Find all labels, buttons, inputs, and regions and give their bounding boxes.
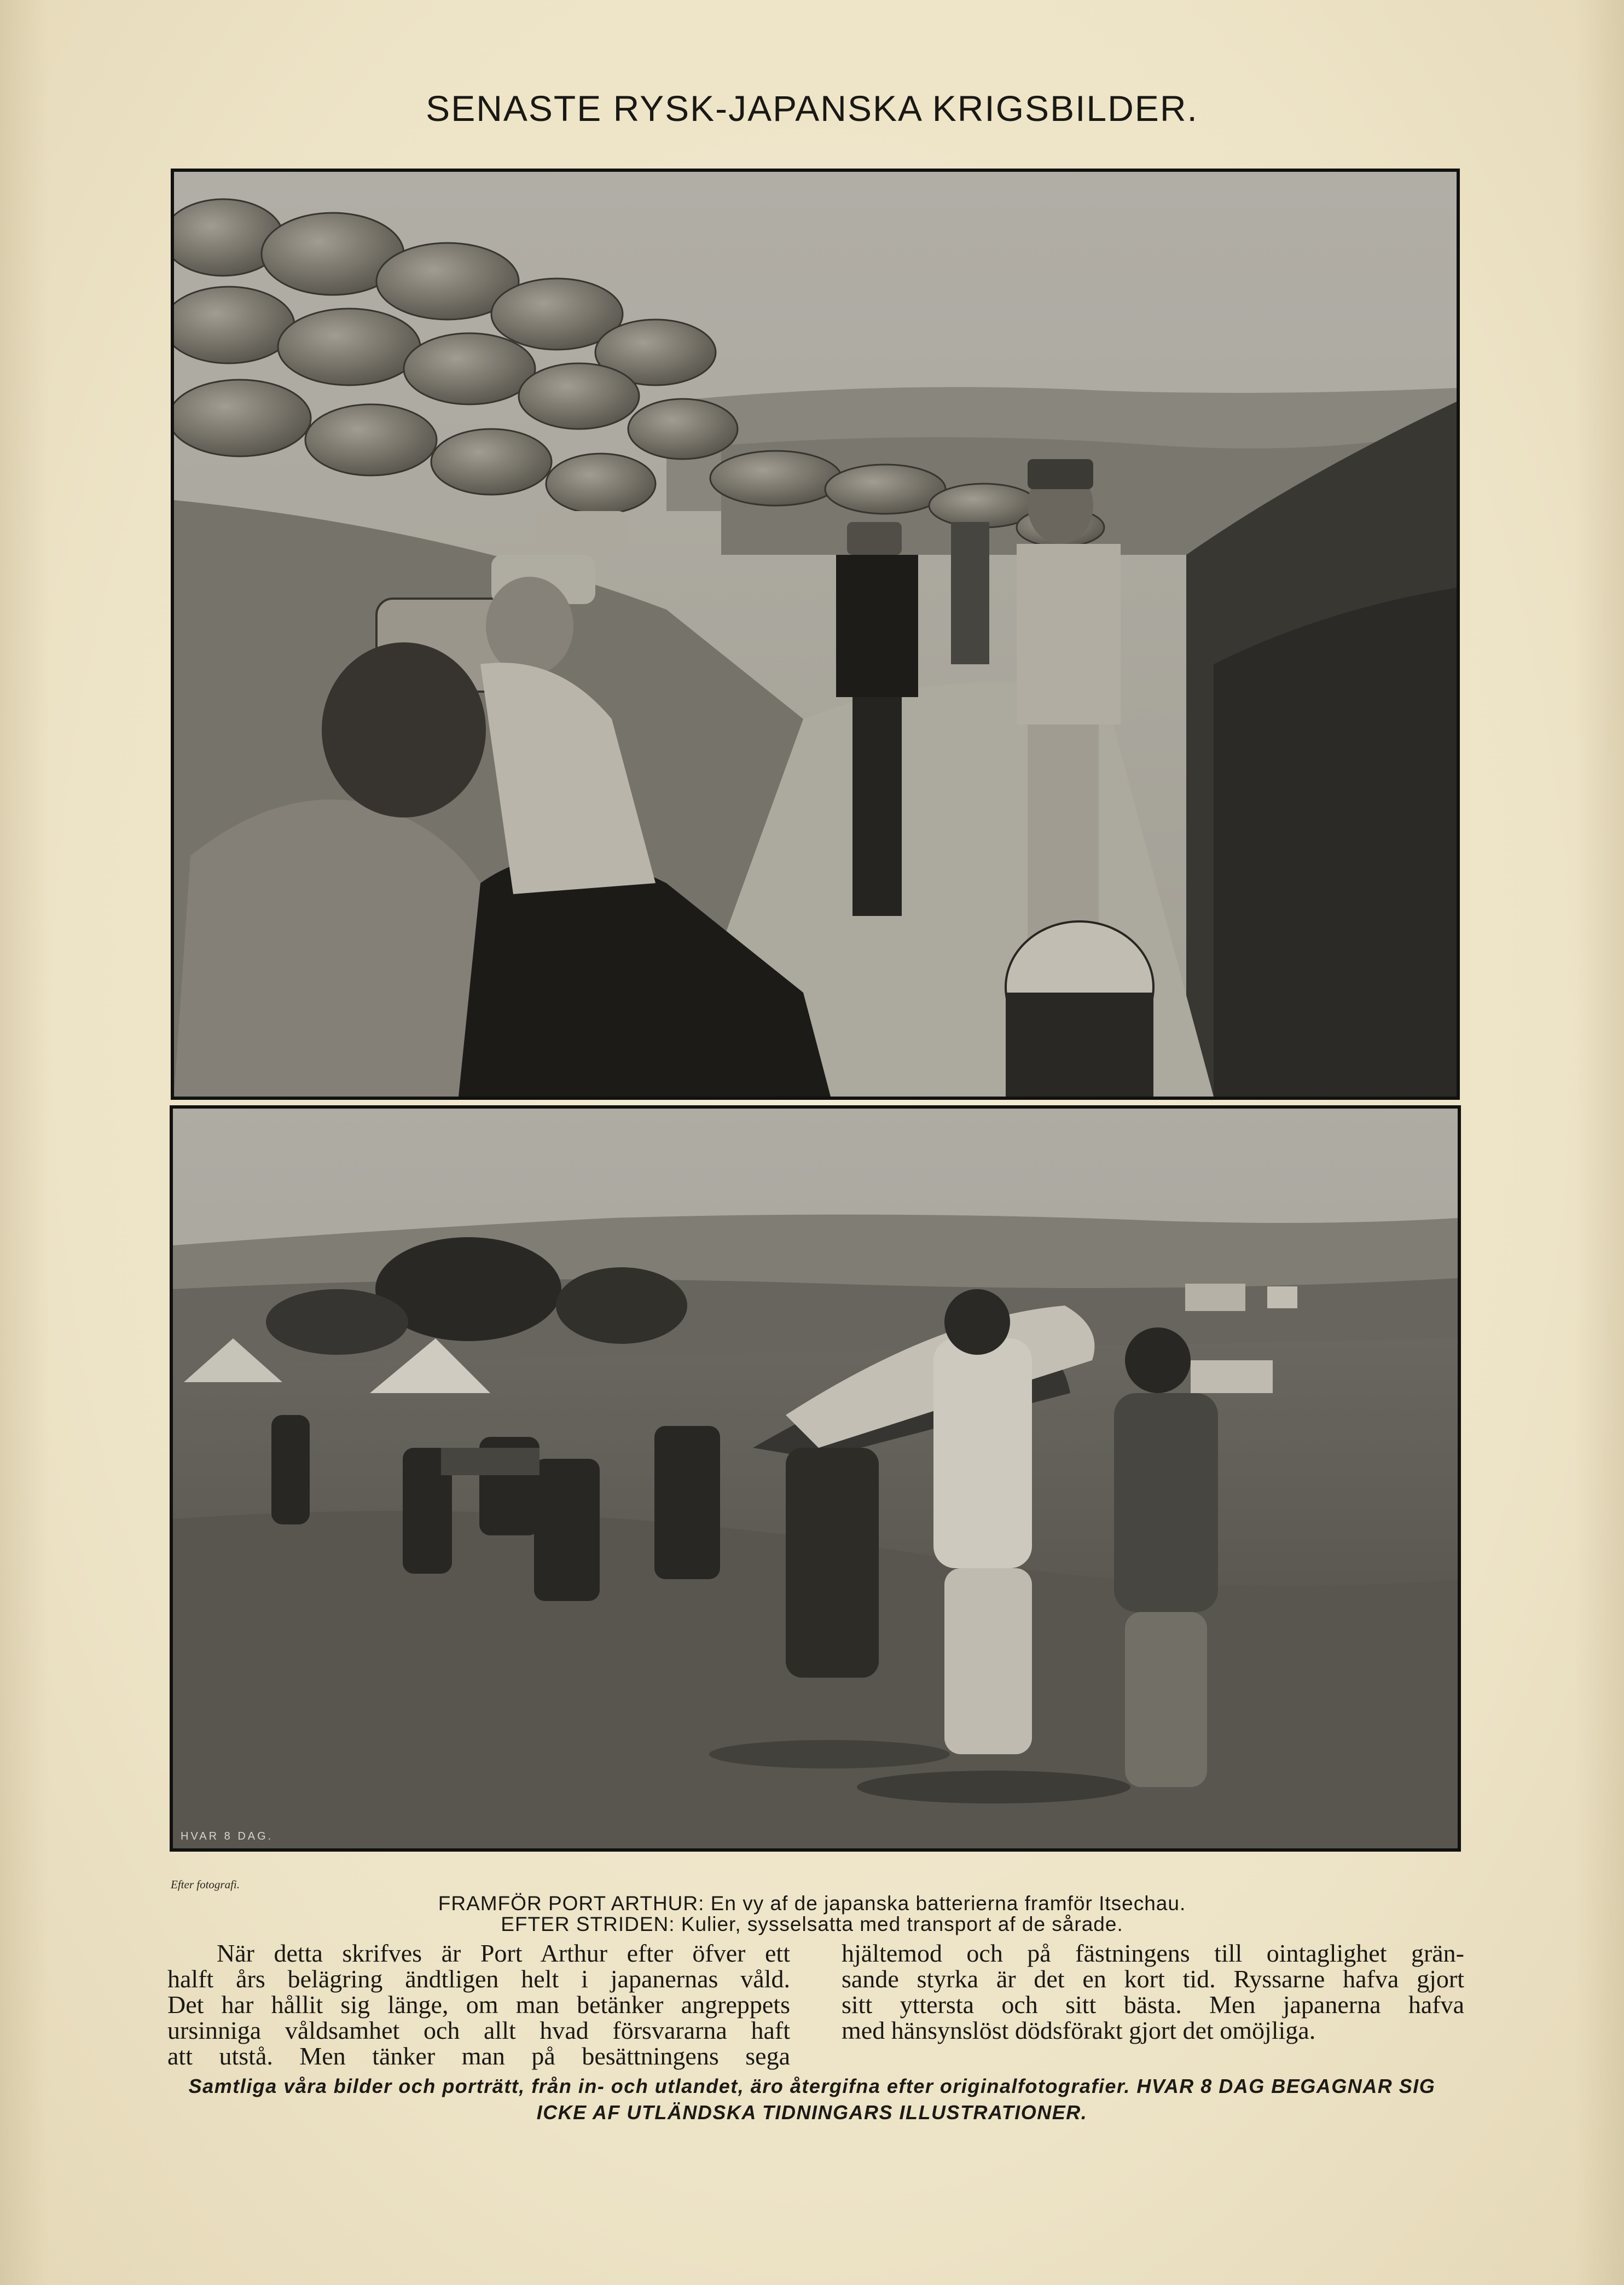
photo-credit: Efter fotografi. [171,1878,240,1891]
page-edge-shadow [1575,0,1624,2285]
page-edge-shadow [0,0,49,2285]
photo-caption-bottom: EFTER STRIDEN: Kulier, sysselsatta med transport af de sårade. [501,1913,1123,1935]
article-column-left [167,1940,790,2069]
article-line: att utstå. Men tänker man på besättningens sega [167,2042,790,2070]
article-line: Det har hållit sig länge, om man betänker angreppets [167,1991,790,2019]
article-line: sitt yttersta och sitt bästa. Men japanerna hafva [842,1991,1464,2019]
page-title: SENASTE RYSK-JAPANSKA KRIGSBILDER. [426,88,1198,129]
trench-soldiers-photo-icon [174,172,1457,1097]
trench-soldiers-photo [171,169,1460,1100]
article-line: sande styrka är det en kort tid. Ryssarne hafva gjort [842,1965,1464,1993]
stretcher-bearers-photo [170,1105,1461,1852]
photo-caption-top: FRAMFÖR PORT ARTHUR: En vy af de japanska batterierna framför Itsechau. [438,1892,1186,1915]
article-column-right [842,1940,1464,2043]
article-line: med hänsynslöst dödsförakt gjort det omöjliga. [842,2016,1316,2044]
footer-notice: ICKE AF UTLÄNDSKA TIDNINGARS ILLUSTRATIONER. [536,2101,1088,2124]
photo-watermark: HVAR 8 DAG. [181,1830,274,1842]
footer-notice: Samtliga våra bilder och porträtt, från in- och utlandet, äro återgifna efter originalfotografier. HVAR 8 DAG BEGAGNAR SIG [188,2075,1436,2097]
article-line: hjältemod och på fästningens till ointaglighet grän- [842,1939,1464,1967]
article-line: ursinniga våldsamhet och allt hvad försvararna haft [167,2016,790,2044]
stretcher-bearers-photo-icon [173,1109,1458,1848]
article-line: halft års belägring ändtligen helt i japanernas våld. [167,1965,790,1993]
article-line: När detta skrifves är Port Arthur efter öfver ett [217,1939,790,1967]
